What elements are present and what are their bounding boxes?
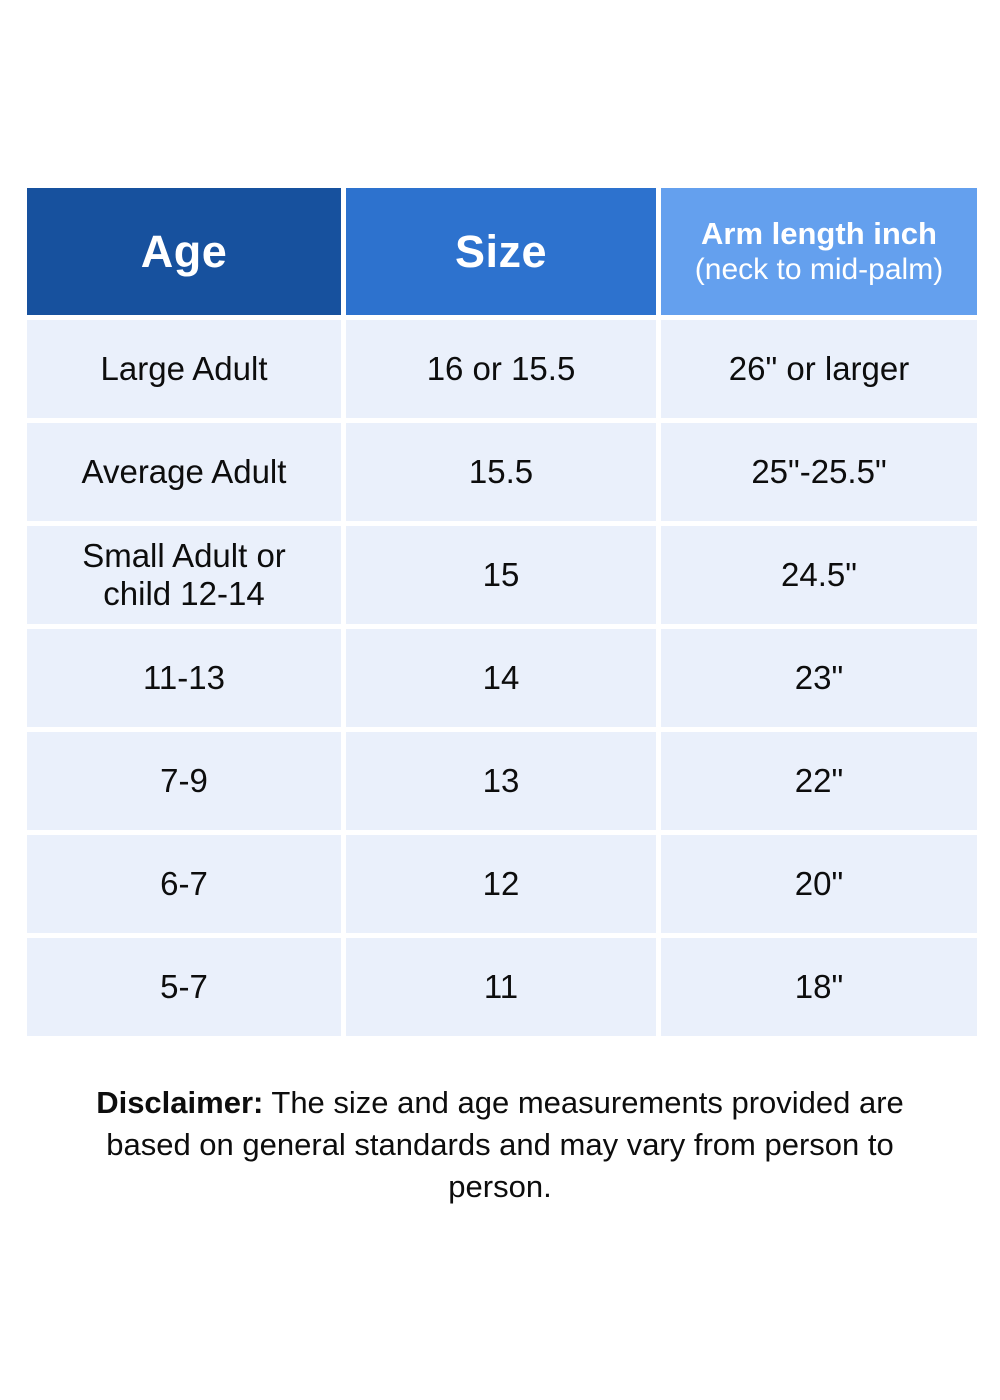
- age-cell: [27, 938, 341, 1036]
- size-value: 11: [483, 968, 519, 1005]
- size-cell: [346, 835, 656, 933]
- arm-length-cell: [661, 835, 977, 933]
- arm-length-cell: [661, 320, 977, 418]
- arm-length-cell: [661, 938, 977, 1036]
- disclaimer-body: The size and age measurements provided are based on general standards and may vary from person to person.: [106, 1085, 904, 1204]
- size-chart-table: [27, 188, 977, 1036]
- age-cell: [27, 835, 341, 933]
- age-value: 6-7: [160, 865, 208, 902]
- size-value: 12: [482, 865, 520, 902]
- arm-length-value: 26" or larger: [728, 350, 910, 387]
- age-cell: [27, 320, 341, 418]
- age-cell: [27, 423, 341, 521]
- age-value: 5-7: [160, 968, 208, 1005]
- size-value: 13: [482, 762, 520, 799]
- disclaimer-text: [80, 1082, 920, 1208]
- arm-length-value: 23": [794, 659, 844, 696]
- arm-length-value: 25"-25.5": [751, 453, 887, 490]
- age-value: Average Adult: [81, 453, 287, 490]
- size-value: 16 or 15.5: [426, 350, 576, 387]
- size-cell: [346, 629, 656, 727]
- size-cell: [346, 938, 656, 1036]
- arm-length-value: 24.5": [781, 556, 857, 593]
- arm-length-value: 20": [794, 865, 844, 902]
- age-cell: [27, 629, 341, 727]
- size-cell: [346, 732, 656, 830]
- arm-length-cell: [661, 732, 977, 830]
- arm-length-cell: [661, 423, 977, 521]
- size-value: 15: [482, 556, 520, 593]
- size-value: 14: [482, 659, 520, 696]
- age-value: 7-9: [160, 762, 208, 799]
- arm-length-cell: [661, 526, 977, 624]
- age-cell: [27, 732, 341, 830]
- age-value: 11-13: [143, 659, 225, 696]
- size-value: 15.5: [468, 453, 534, 490]
- arm-length-value: 22": [794, 762, 844, 799]
- header-cell-size: [346, 188, 656, 315]
- size-cell: [346, 423, 656, 521]
- size-cell: [346, 320, 656, 418]
- age-value: Large Adult: [100, 350, 268, 387]
- header-cell-age: [27, 188, 341, 315]
- age-cell: [27, 526, 341, 624]
- disclaimer-label: Disclaimer:: [96, 1085, 264, 1120]
- header-arm-length-label: Arm length inch: [701, 216, 937, 251]
- arm-length-cell: [661, 629, 977, 727]
- age-value: Small Adult or child 12-14: [82, 537, 286, 612]
- size-cell: [346, 526, 656, 624]
- header-arm-length-sublabel: (neck to mid-palm): [694, 253, 944, 286]
- header-age-label: Age: [140, 225, 228, 277]
- header-cell-arm-length: [661, 188, 977, 315]
- arm-length-value: 18": [794, 968, 844, 1005]
- header-size-label: Size: [454, 225, 548, 277]
